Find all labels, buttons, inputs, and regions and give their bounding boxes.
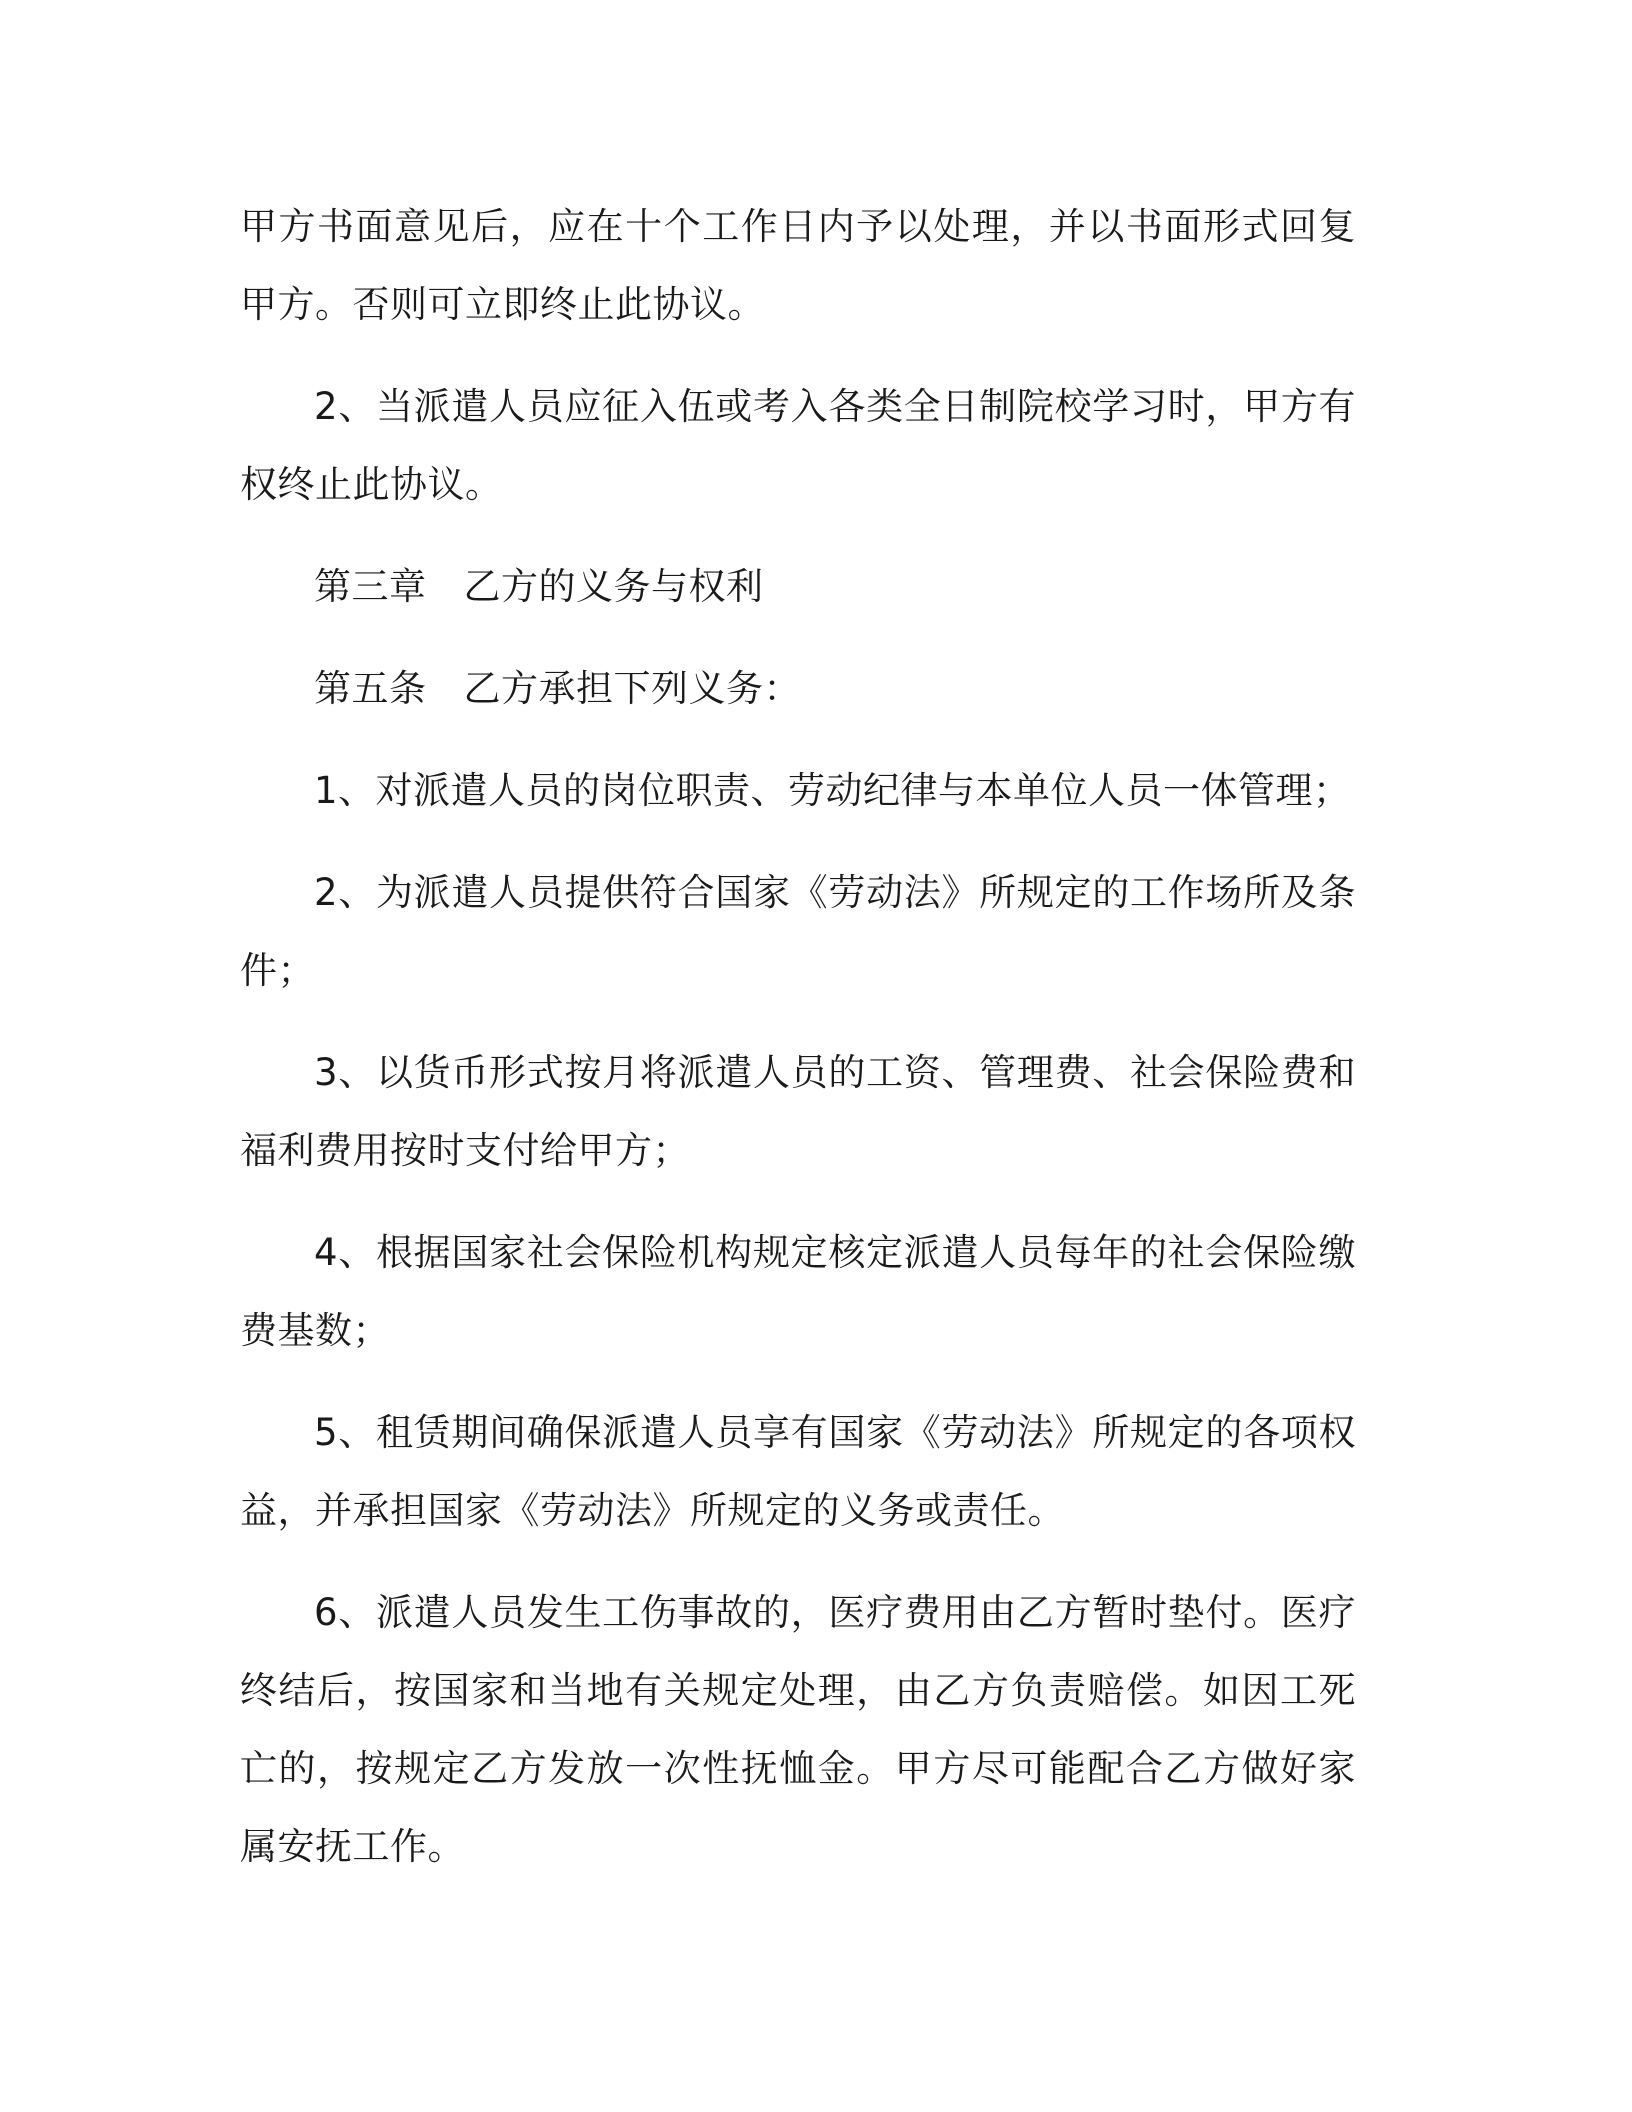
obligation-item-2: 2、为派遣人员提供符合国家《劳动法》所规定的工作场所及条件；	[240, 871, 1356, 992]
chapter-title: 乙方的义务与权利	[463, 565, 764, 608]
obligation-item-6: 6、派遣人员发生工伤事故的，医疗费用由乙方暂时垫付。医疗终结后，按国家和当地有关规定处理，由乙方负责赔偿。如因工死亡的，按规定乙方发放一次性抚恤金。甲方尽可能配合乙方做好家属安抚工作。	[240, 1591, 1356, 1868]
chapter-number: 第三章	[314, 565, 427, 608]
obligation-item-4: 4、根据国家社会保险机构规定核定派遣人员每年的社会保险缴费基数；	[240, 1231, 1356, 1352]
chapter-heading	[240, 548, 1356, 626]
article-number: 第五条	[314, 667, 427, 710]
article-heading	[240, 650, 1356, 728]
obligation-item-1: 1、对派遣人员的岗位职责、劳动纪律与本单位人员一体管理；	[314, 769, 1351, 812]
obligation-item-3: 3、以货币形式按月将派遣人员的工资、管理费、社会保险费和福利费用按时支付给甲方；	[240, 1051, 1356, 1172]
obligation-item-5: 5、租赁期间确保派遣人员享有国家《劳动法》所规定的各项权益，并承担国家《劳动法》所规定的义务或责任。	[240, 1411, 1356, 1532]
document-body	[240, 188, 1356, 1886]
article-title: 乙方承担下列义务：	[463, 667, 801, 710]
paragraph-item-2-termination: 2、当派遣人员应征入伍或考入各类全日制院校学习时，甲方有权终止此协议。	[240, 385, 1356, 506]
paragraph-continuation: 甲方书面意见后，应在十个工作日内予以处理，并以书面形式回复甲方。否则可立即终止此协议。	[240, 205, 1356, 326]
